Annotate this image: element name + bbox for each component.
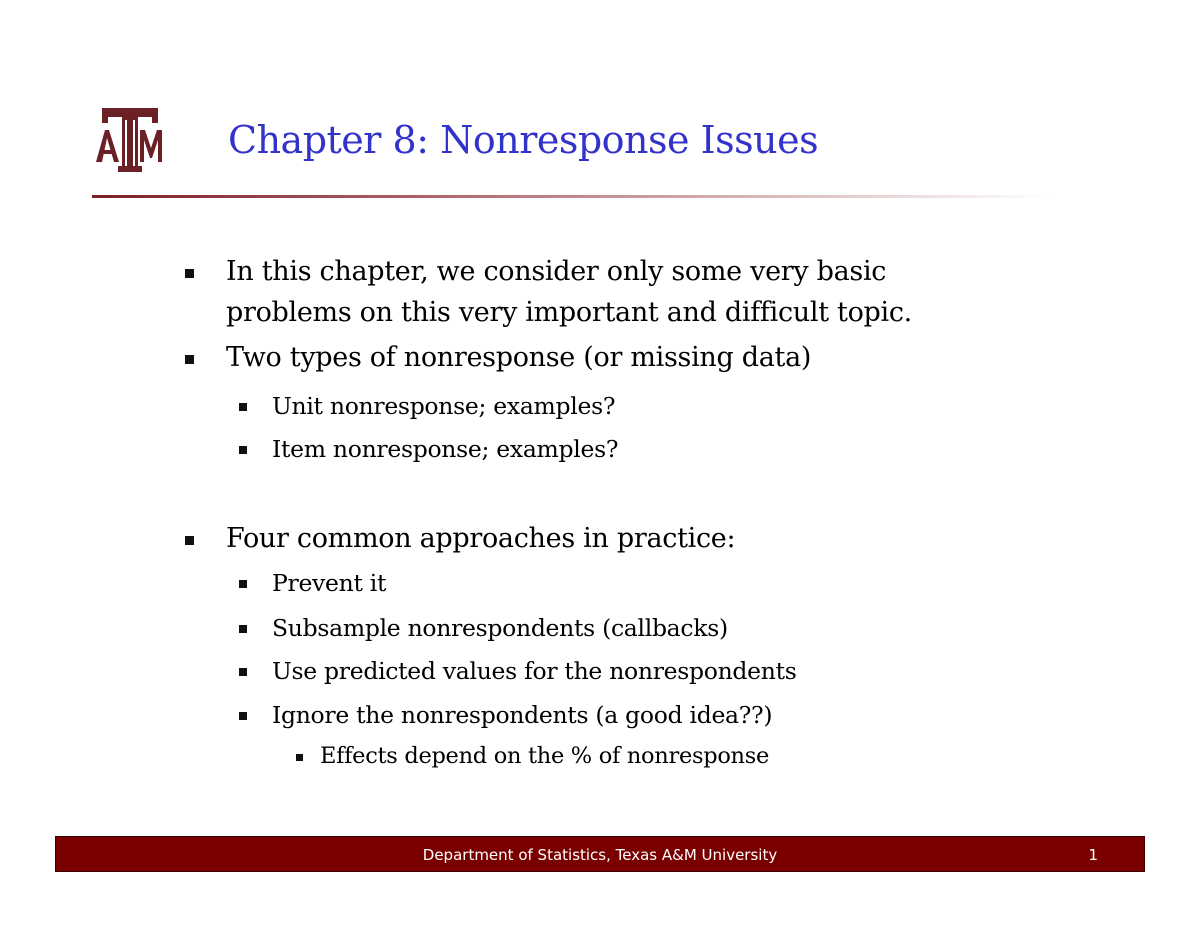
- page-number: 1: [1088, 846, 1098, 864]
- bullet-square-icon: [185, 536, 194, 545]
- bullet-text: Four common approaches in practice:: [226, 523, 736, 554]
- bullet-item: [226, 523, 735, 554]
- bullet-square-icon: [185, 269, 194, 278]
- bullet-item: [226, 256, 886, 287]
- bullet-text: Two types of nonresponse (or missing data): [226, 342, 812, 373]
- bullet-square-icon: [185, 355, 194, 364]
- tamu-logo: [94, 106, 166, 174]
- bullet-square-icon: [239, 712, 247, 720]
- bullet-text: Effects depend on the % of nonresponse: [320, 743, 770, 769]
- slide-title: Chapter 8: Nonresponse Issues: [228, 118, 819, 162]
- bullet-square-icon: [239, 668, 247, 676]
- footer-text: Department of Statistics, Texas A&M University: [422, 846, 778, 864]
- sub-sub-bullet-item: [320, 743, 769, 769]
- bullet-square-icon: [239, 625, 247, 633]
- tamu-logo-icon: [94, 106, 166, 174]
- footer-bar: [55, 836, 1145, 872]
- bullet-continuation: [226, 297, 912, 328]
- bullet-item: [226, 342, 811, 373]
- bullet-text: Unit nonresponse; examples?: [272, 392, 616, 420]
- sub-bullet-item: [272, 701, 772, 729]
- bullet-text: problems on this very important and difficult topic.: [226, 297, 912, 328]
- sub-bullet-item: [272, 569, 386, 597]
- bullet-square-icon: [239, 446, 247, 454]
- sub-bullet-item: [272, 435, 618, 463]
- sub-bullet-item: [272, 614, 728, 642]
- sub-bullet-item: [272, 657, 797, 685]
- title-divider: [92, 195, 1052, 198]
- bullet-text: Use predicted values for the nonrespondents: [272, 657, 797, 685]
- bullet-square-icon: [239, 580, 247, 588]
- bullet-text: Ignore the nonrespondents (a good idea??): [272, 701, 773, 729]
- bullet-text: In this chapter, we consider only some very basic: [226, 256, 887, 287]
- sub-bullet-item: [272, 392, 615, 420]
- bullet-text: Subsample nonrespondents (callbacks): [272, 614, 728, 642]
- bullet-text: Item nonresponse; examples?: [272, 435, 619, 463]
- bullet-square-icon: [296, 754, 303, 761]
- bullet-text: Prevent it: [272, 569, 387, 597]
- bullet-square-icon: [239, 403, 247, 411]
